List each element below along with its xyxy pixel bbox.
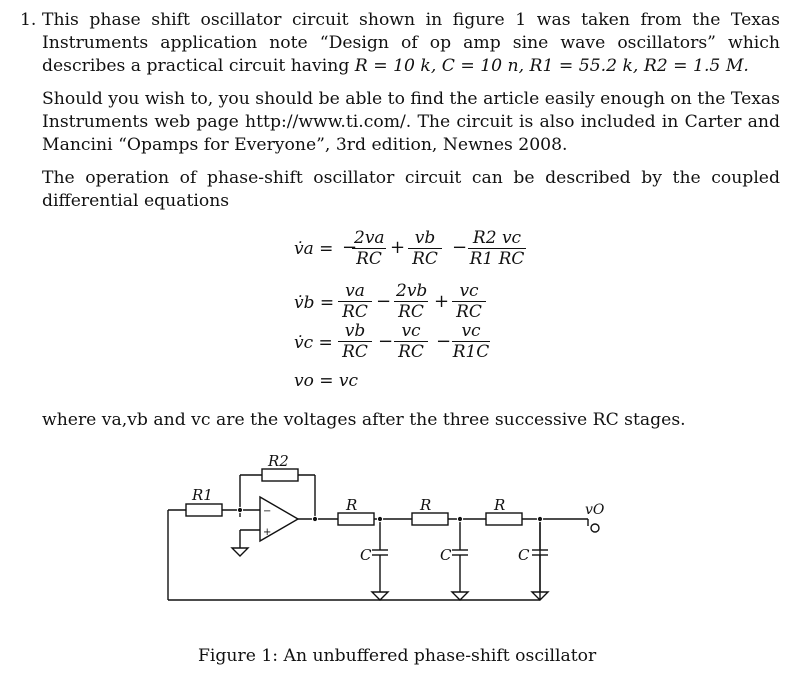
junction-dot [312, 516, 317, 521]
circuit-diagram [0, 440, 801, 625]
label-r1: R1 [192, 486, 213, 504]
resistor-r-2 [412, 513, 448, 525]
eq2-term3: $\frac{vc}{RC}$ [452, 282, 486, 321]
ground-c1-icon [372, 592, 388, 600]
eq1-term1: $\frac{2va}{RC}$ [354, 228, 385, 269]
paragraph-equations-intro: The operation of phase-shift oscillator circuit can be described by the coupled differential equations [42, 168, 780, 211]
eq3-term1: $\frac{vb}{RC}$ [338, 322, 372, 361]
eq3-term2: $\frac{vc}{RC}$ [394, 322, 428, 361]
junction-dot [537, 516, 542, 521]
paragraph-intro [42, 9, 780, 78]
eq1-plus: + [390, 237, 406, 258]
item-number: 1. [20, 10, 37, 30]
label-r-2: R [420, 496, 432, 514]
figure-caption: Figure 1: An unbuffered phase-shift oscillator [198, 646, 597, 666]
eq4: vo = vc [294, 371, 359, 391]
label-c-3: C [518, 546, 530, 564]
ground-c2-icon [452, 592, 468, 600]
label-vo: vO [585, 502, 605, 518]
eq2-plus: + [434, 291, 450, 312]
eq1-term3: $\frac{R2 vc}{R1 RC}$ [469, 228, 525, 269]
eq2-term1: $\frac{va}{RC}$ [338, 282, 372, 321]
eq3-minus: − [378, 331, 394, 352]
eq1-minus-2: − [452, 237, 468, 258]
eq3-minus-2: − [436, 331, 452, 352]
label-c-1: C [360, 546, 372, 564]
junction-dot [377, 516, 382, 521]
resistor-r-3 [486, 513, 522, 525]
paragraph-voltages: where va,vb and vc are the voltages after the three successive RC stages. [42, 410, 686, 430]
eq2-term2: $\frac{2vb}{RC}$ [396, 281, 428, 322]
component-values: R = 10 k, C = 10 n, R1 = 55.2 k, R2 = 1.5 M. [354, 56, 749, 76]
eq2-lhs: v̇b = [294, 293, 335, 313]
junction-dot [237, 507, 242, 512]
intro-text: This phase shift oscillator circuit shown in figure 1 was taken from the Texas Instruments application note “Design of op amp sine wave oscillators” which describes a practical circuit having [42, 10, 780, 76]
opamp-minus: − [263, 506, 272, 517]
label-c-2: C [440, 546, 452, 564]
eq3-term3: $\frac{vc}{R1C}$ [452, 321, 490, 362]
eq2-minus: − [376, 291, 392, 312]
resistor-r2 [262, 469, 298, 481]
eq3-lhs: v̇c = [294, 333, 333, 353]
resistor-r1 [186, 504, 222, 516]
ground-opamp-icon [232, 548, 248, 556]
label-r-3: R [494, 496, 506, 514]
junction-dot [457, 516, 462, 521]
eq1-term2: $\frac{vb}{RC}$ [408, 229, 442, 268]
label-r-1: R [346, 496, 358, 514]
eq1-minus: − [342, 237, 358, 258]
opamp-plus: + [263, 527, 272, 538]
resistor-r-1 [338, 513, 374, 525]
label-r2: R2 [268, 452, 289, 470]
eq1-lhs: v̇a = [294, 239, 334, 259]
output-terminal [591, 524, 599, 532]
paragraph-reference: Should you wish to, you should be able to find the article easily enough on the Texas Instruments web page http://www.ti.com/. The circuit is also included in Carter and Mancini “Opamps for Everyone”, 3rd edition, Newnes 2008. [42, 89, 780, 155]
